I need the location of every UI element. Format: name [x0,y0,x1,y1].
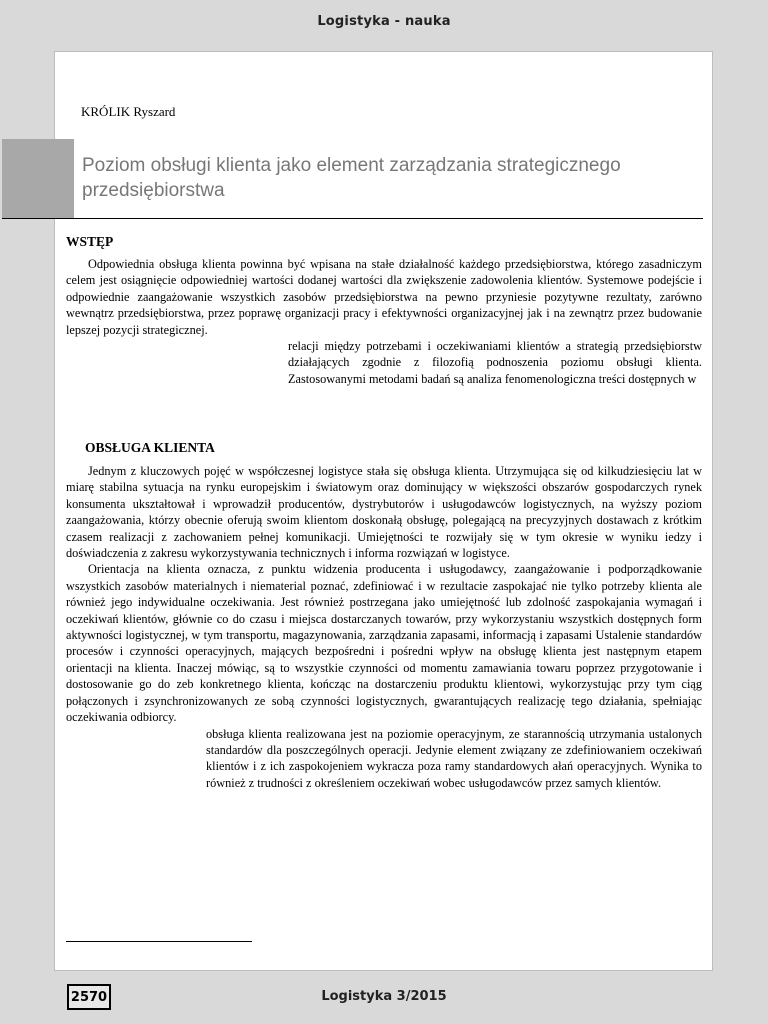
customer-service-body [66,463,702,791]
title-accent-block [2,139,74,219]
article-title: Poziom obsługi klienta jako element zarządzania strategicznego przedsiębiorstwa [82,155,621,201]
intro-body [66,256,702,387]
customer-service-paragraph: Orientacja na klienta oznacza, z punktu widzenia producenta i usługodawcy, zaangażowanie i podporządkowanie wszystkich zasobów materialnych i niematerial poznać, zdefiniować i w rezultacie zaspokajać nie tylko potrzeby klienta ale również jego indywidualne oczekiwania. Jest również postrzegana jako umiejętność lub zdolność zaspokajania wymagań i oczekiwań klientów, głównie co do czasu i miejsca dostarczanych towarów, przy wykorzystaniu wszystkich dostępnych form aktywności logistycznej, w tym transportu, magazynowania, zarządzania zapasami, informacją i zapasami Ustalenie standardów procesów i czynności operacyjnych, mających bezpośredni i pośredni wpływ na obsługę klienta jest następnym etapem orientacji na klienta. Inaczej mówiąc, są to wszystkie czynności od momentu zamawiania towaru poprzez przygotowanie i dostosowanie go do zeb konkretnego klienta, kończąc na dostarczeniu produktu klientowi, wykorzystując przy tym ciąg połączonych i zsynchronizowanych ze sobą czynności logistycznych, gwarantujących realizację tego działania, spełniając oczekiwania odbiorcy. [66,562,702,725]
running-header: Logistyka - nauka [317,14,451,29]
journal-footer: Logistyka 3/2015 [321,989,447,1004]
intro-paragraph: relacji między potrzebami i oczekiwaniami klientów a strategią przedsiębiorstw działających zgodnie z filozofią podnoszenia poziomu obsługi klienta. Zastosowanymi metodami badań są analiza fenomenologiczna treści dostępnych w [288,339,702,386]
section-heading-customer-service: OBSŁUGA KLIENTA [85,440,215,455]
footnote-divider [66,941,252,942]
title-divider [2,218,703,219]
author-name: KRÓLIK Ryszard [81,104,176,119]
customer-service-paragraph: Jednym z kluczowych pojęć w współczesnej logistyce stała się obsługa klienta. Utrzymująca się od kilkudziesięciu lat w miarę stabilna sytuacja na rynku europejskim i światowym oraz dominujący w większości obszarów gospodarczych rynek konsumenta ukształtował i wprowadził producentów, dystrybutorów i usługodawców logistycznych, na wyższy poziom zaangażowania, którzy obecnie oferują swoim klientom doskonałą obsługę, polegającą na precyzyjnych dostawach z krótkim czasem realizacji z zachowaniem pełnej komunikacji. Umiejętności te rozwijały się w tym okresie w wyniku iedzy i doświadczenia z zakresu wykorzystywania technicznych i informa rozwiązań w logistyce. [66,464,702,561]
section-heading-intro: WSTĘP [66,234,114,249]
intro-paragraph: Odpowiednia obsługa klienta powinna być wpisana na stałe działalność każdego przedsiębiorstwa, którego zasadniczym celem jest osiągnięcie odpowiedniej wartości dodanej wartości dla zwiększenie zadowolenia klientów. Systemowe podejście i odpowiednie zaangażowanie wszystkich zasobów przedsiębiorstwa na pewno przyniesie pozytywne rezultaty, zarówno wewnątrz przedsiębiorstwa, przez poprawę organizacji pracy i efektywności organizacyjnej jak i na zewnątrz przez budowanie lepszej pozycji strategicznej. [66,257,702,337]
customer-service-paragraph: obsługa klienta realizowana jest na poziomie operacyjnym, ze starannością utrzymania ustalonych standardów dla poszczególnych operacji. Jedynie element związany ze zdefiniowaniem oczekiwań klientów i z ich zaspokojeniem wykracza poza ramy standardowych ałań operacyjnych. Wynika to również z trudności z określeniem oczekiwań wobec usługodawców przez samych klientów. [206,726,702,790]
page-number: 2570 [67,984,111,1010]
